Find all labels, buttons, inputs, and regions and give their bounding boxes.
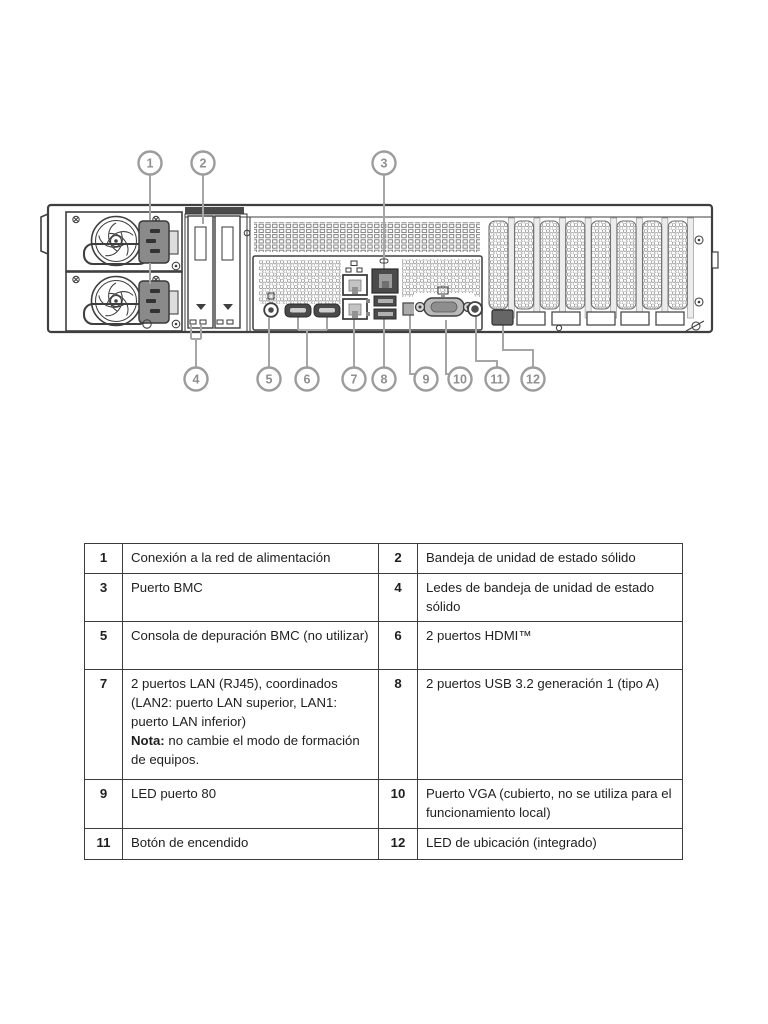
item-number: 11 — [85, 829, 123, 860]
callout-8 — [373, 368, 396, 391]
item-description — [418, 670, 683, 780]
callout-11 — [486, 368, 509, 391]
callout-label: 8 — [380, 372, 388, 387]
description-text: Puerto BMC — [131, 580, 203, 595]
callout-6 — [296, 368, 319, 391]
callout-label: 11 — [490, 372, 504, 387]
description-text: LED de ubicación (integrado) — [426, 835, 597, 850]
table-row — [85, 574, 683, 622]
item-number: 4 — [379, 574, 418, 622]
item-number: 6 — [379, 622, 418, 670]
description-text: 2 puertos HDMI™ — [426, 628, 532, 643]
callout-label: 1 — [146, 156, 154, 171]
callout-label: 12 — [526, 372, 540, 387]
item-description — [418, 780, 683, 829]
callout-7 — [343, 368, 366, 391]
description-text: LED puerto 80 — [131, 786, 217, 801]
callout-4 — [185, 368, 208, 391]
item-number: 9 — [85, 780, 123, 829]
callout-label: 3 — [380, 156, 388, 171]
item-description — [123, 544, 379, 574]
callout-1 — [139, 152, 162, 175]
item-description — [123, 622, 379, 670]
rear-panel-figure — [0, 0, 768, 430]
table-row — [85, 780, 683, 829]
callout-2 — [192, 152, 215, 175]
item-description — [123, 574, 379, 622]
item-number: 2 — [379, 544, 418, 574]
item-description — [418, 574, 683, 622]
callout-label: 9 — [422, 372, 430, 387]
callout-label: 10 — [453, 372, 467, 387]
power-supply-lower — [66, 272, 182, 331]
item-description — [418, 829, 683, 860]
note-line — [131, 731, 370, 769]
callout-5 — [258, 368, 281, 391]
ssd-tray-bay — [185, 207, 250, 332]
callout-12 — [522, 368, 545, 391]
note-text: no cambie el modo de formación de equipos. — [131, 733, 360, 767]
item-number: 8 — [379, 670, 418, 780]
item-number: 3 — [85, 574, 123, 622]
table-row — [85, 670, 683, 780]
table-row — [85, 829, 683, 860]
ssd-tray-1 — [188, 216, 213, 328]
table-row — [85, 622, 683, 670]
item-number: 12 — [379, 829, 418, 860]
description-text: Conexión a la red de alimentación — [131, 550, 331, 565]
callout-label: 4 — [192, 372, 200, 387]
pci-slot-area — [489, 218, 704, 331]
description-text: 2 puertos USB 3.2 generación 1 (tipo A) — [426, 676, 660, 691]
item-number: 1 — [85, 544, 123, 574]
description-text: Ledes de bandeja de unidad de estado sólido — [426, 580, 655, 614]
description-text: Botón de encendido — [131, 835, 249, 850]
item-description — [123, 670, 379, 780]
note-label: Nota: — [131, 733, 165, 748]
item-description — [123, 780, 379, 829]
description-text: Bandeja de unidad de estado sólido — [426, 550, 636, 565]
power-button — [468, 302, 482, 316]
callout-label: 5 — [265, 372, 273, 387]
location-led — [492, 310, 513, 325]
callout-9 — [415, 368, 438, 391]
item-number: 7 — [85, 670, 123, 780]
item-description — [418, 622, 683, 670]
power-supply-upper — [66, 212, 182, 271]
description-text: Consola de depuración BMC (no utilizar) — [131, 628, 369, 643]
item-description — [418, 544, 683, 574]
callout-3 — [373, 152, 396, 175]
callout-label: 7 — [350, 372, 358, 387]
ssd-tray-2 — [215, 216, 240, 328]
description-text: 2 puertos LAN (RJ45), coordinados (LAN2: puerto LAN superior, LAN1: puerto LAN inferior) — [131, 676, 338, 729]
callout-10 — [449, 368, 472, 391]
rear-panel-diagram — [0, 0, 768, 430]
item-description — [123, 829, 379, 860]
callout-label: 6 — [303, 372, 311, 387]
callout-label: 2 — [199, 156, 207, 171]
table-row — [85, 544, 683, 574]
legend-table — [84, 543, 683, 860]
item-number: 10 — [379, 780, 418, 829]
item-number: 5 — [85, 622, 123, 670]
description-text: Puerto VGA (cubierto, no se utiliza para el funcionamiento local) — [426, 786, 672, 820]
